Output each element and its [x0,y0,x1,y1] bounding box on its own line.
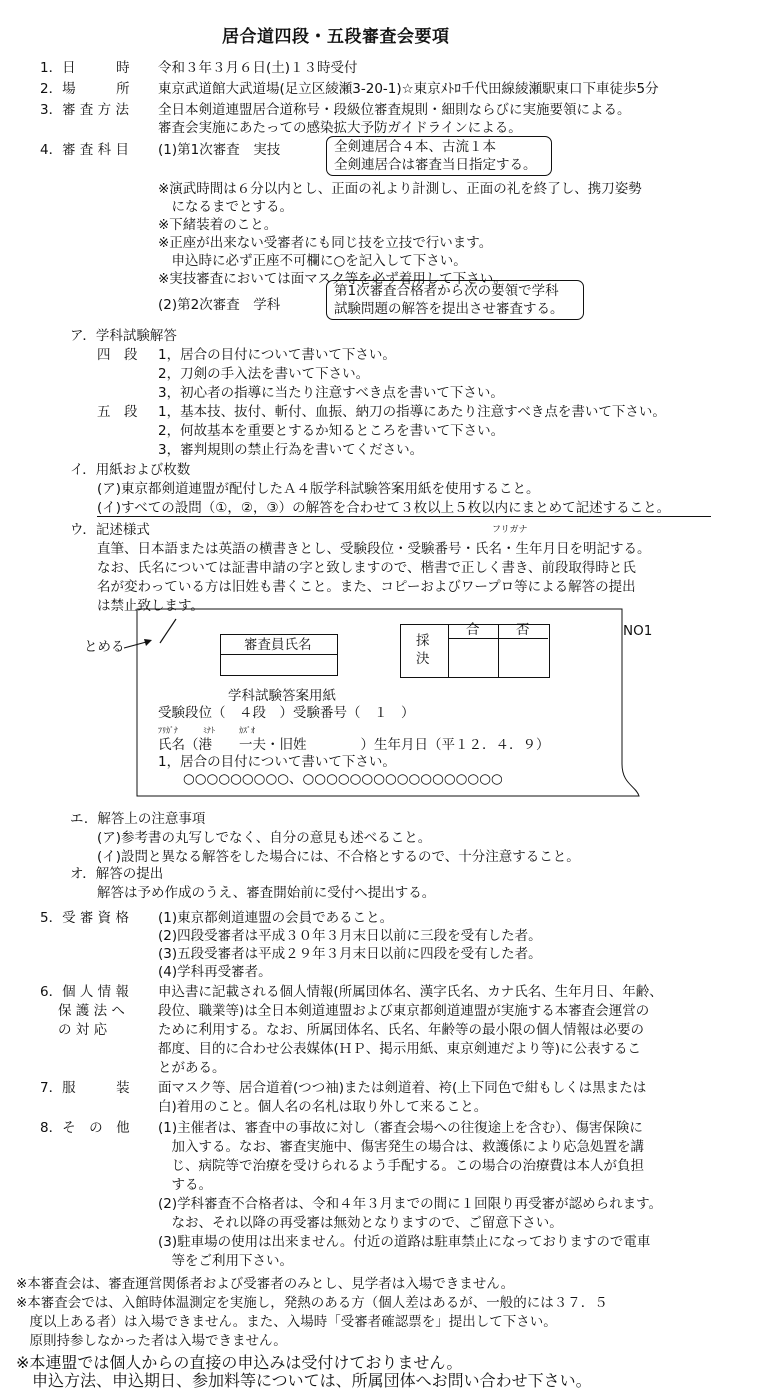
attire-label: 7．服 装 [40,1080,130,1096]
section-i-underline [97,516,711,517]
furigana-label: ﾌﾘｶﾞﾅ [158,726,178,735]
subject-note: ※下緒装着のこと。 [158,217,278,233]
privacy-line: ために利用する。なお、所属団体名、氏名、年齢等の最小限の個人情報は必要の [158,1022,644,1038]
other-line: 等をご利用下さい。 [158,1253,293,1269]
section-o-line: 解答は予め作成のうえ、審査開始前に受付へ提出する。 [97,885,436,901]
vote-label: 採 [416,633,430,649]
godan-label: 五 段 [97,404,138,420]
other-line: じ、病院等で治療を受けられるよう手配する。この場合の治療費は本人が負担 [158,1158,644,1174]
vote-divider [448,624,449,677]
eligibility-label: 5．受 審 資 格 [40,910,129,926]
privacy-label: の 対 応 [58,1022,108,1038]
yondan-question: 3，初心者の指導に当たり注意すべき点を書いて下さい。 [158,385,504,401]
item-method-line: 審査会実施にあたっての感染拡大予防ガイドラインによる。 [158,120,522,136]
godan-question: 2，何故基本を重要とするか知るところを書いて下さい。 [158,423,505,439]
answer-line: ○○○○○○○○○、○○○○○○○○○○○○○○○○○ [183,771,503,787]
section-a-heading: ア．学科試験解答 [70,328,177,344]
closing-note: 申込方法、申込期日、参加料等については、所属団体へお問い合わせ下さい。 [16,1371,592,1390]
subject-note: になるまでとする。 [158,199,293,215]
name-line: 氏名（港 一夫・旧姓 ）生年月日（平１２．４．９） [158,737,550,753]
privacy-line: 都度、目的に合わせ公表媒体(ＨＰ、掲示用紙、東京剣連だより等)に公表するこ [158,1041,642,1057]
section-u-line: なお、氏名については証書申請の字と致しますので、楷書で正しく書き、前段取得時と氏 [97,560,636,576]
section-o-heading: オ．解答の提出 [70,866,164,882]
section-e-line: (イ)設問と異なる解答をした場合には、不合格とするので、十分注意すること。 [97,849,580,865]
staple-label: とめる [84,639,125,655]
pass-label: 合 [466,622,480,638]
section-i-line: (ア)東京都剣道連盟が配付したＡ４版学科試験答案用紙を使用すること。 [97,481,540,497]
footnote: 原則持参しなかった者は入場できません。 [16,1333,287,1349]
closing-note: ※本連盟では個人からの直接の申込みは受付けておりません。 [16,1353,463,1372]
item-place-label: 2．場 所 [40,81,130,97]
section-u-heading: ウ．記述様式 [70,522,150,538]
footnote: 度以上ある者）は入場できません。また、入場時「受審者確認票を」提出して下さい。 [16,1314,557,1330]
first-exam-detail: 全剣連居合４本、古流１本 [334,139,496,155]
examiner-name-label: 審査員氏名 [244,637,312,653]
item-method-line: 全日本剣道連盟居合道称号・段級位審査規則・細則ならびに実施要領による。 [158,102,631,118]
subject-note: ※正座が出来ない受審者にも同じ技を立技で行います。 [158,235,493,251]
furigana-given: ｶｽﾞｵ [239,726,255,735]
godan-question: 1，基本技、抜付、斬付、血振、納刀の指導にあたり注意すべき点を書いて下さい。 [158,404,666,420]
eligibility-line: (1)東京都剣道連盟の会員であること。 [158,910,394,926]
first-exam-detail: 全剣連居合は審査当日指定する。 [334,157,537,173]
privacy-line: とがある。 [158,1060,226,1076]
section-u-line: 名が変わっている方は旧姓も書くこと。また、コピーおよびワープロ等による解答の提出 [97,579,636,595]
second-exam-label: (2)第2次審査 学科 [158,297,281,313]
vote-mid-divider [498,624,499,677]
other-line: (3)駐車場の使用は出来ません。付近の道路は駐車禁止になっておりますので電車 [158,1234,651,1250]
privacy-line: 段位、職業等)は全日本剣道連盟および東京都剣道連盟が実施する本審査会運営の [158,1003,650,1019]
section-e-heading: エ．解答上の注意事項 [70,811,206,827]
vote-head-divider [448,638,548,639]
subject-note: ※演武時間は６分以内とし、正面の礼より計測し、正面の礼を終了し、携刀姿勢 [158,181,642,197]
section-u-line: 直筆、日本語または英語の横書きとし、受験段位・受験番号・氏名・生年月日を明記する。 [97,541,651,557]
subject-note: ※実技審査においては面マスク等を必ず着用して下さい。 [158,271,507,287]
privacy-label: 保 護 法 へ [58,1003,125,1019]
attire-line: 面マスク等、居合道着(つつ袖)または剣道着、袴(上下同色で紺もしくは黒または [158,1080,647,1096]
yondan-question: 1，居合の目付について書いて下さい。 [158,347,396,363]
eligibility-line: (2)四段受審者は平成３０年３月末日以前に三段を受有した者。 [158,928,542,944]
footnote: ※本審査会は、審査運営関係者および受審者のみとし、見学者は入場できません。 [16,1276,515,1292]
second-exam-detail: 試験問題の解答を提出させ審査する。 [334,301,564,317]
section-i-line: (イ)すべての設問（①，②，③）の解答を合わせて３枚以上５枚以内にまとめて記述すること。 [97,500,671,516]
other-line: (1)主催者は、審査中の事故に対し（審査会場への往復途上を含む）、傷害保険に [158,1120,643,1136]
attire-line: 白)着用のこと。個人名の名札は取り外して来ること。 [158,1099,488,1115]
privacy-label: 6．個 人 情 報 [40,984,129,1000]
yondan-question: 2，刀剣の手入法を書いて下さい。 [158,366,370,382]
footnote: ※本審査会では、入館時体温測定を実施し，発熱のある方（個人差はあるが、一般的には３７．５ [16,1295,608,1311]
other-label: 8．そ の 他 [40,1120,130,1136]
item-date-text: 令和３年３月６日(土)１３時受付 [158,60,358,76]
fail-label: 否 [516,622,530,638]
other-line: (2)学科審査不合格者は、令和４年３月までの間に１回限り再受審が認められます。 [158,1196,663,1212]
item-method-label: 3．審 査 方 法 [40,102,129,118]
yondan-label: 四 段 [97,347,138,363]
examiner-name-divider [220,654,337,655]
eligibility-line: (3)五段受審者は平成２９年３月末日以前に四段を受有した者。 [158,946,542,962]
section-u-line: は禁止致します。 [97,598,204,614]
other-line: なお、それ以降の再受審は無効となりますので、ご留意下さい。 [158,1215,563,1231]
other-line: する。 [158,1177,212,1193]
sheet-title: 学科試験答案用紙 [228,688,336,704]
vote-label: 決 [416,651,430,667]
first-exam-label: (1)第1次審査 実技 [158,142,281,158]
godan-question: 3，審判規則の禁止行為を書いてください。 [158,442,424,458]
grade-line: 受験段位（ ４段 ）受験番号（ １ ） [158,705,415,721]
subject-note: 申込時に必ず正座不可欄に○を記入して下さい。 [158,253,467,269]
privacy-line: 申込書に記載される個人情報(所属団体名、漢字氏名、カナ氏名、生年月日、年齢、 [158,984,663,1000]
other-line: 加入する。なお、審査実施中、傷害発生の場合は、救護係により応急処置を講 [158,1139,644,1155]
item-subjects-label: 4．審 査 科 目 [40,142,129,158]
section-i-heading: イ．用紙および枚数 [70,462,191,478]
question-line: 1，居合の目付について書いて下さい。 [158,754,396,770]
item-place-text: 東京武道館大武道場(足立区綾瀬3-20-1)☆東京ﾒﾄﾛ千代田線綾瀬駅東口下車徒歩5分 [158,81,659,97]
item-date-label: 1．日 時 [40,60,130,76]
furigana-ruby: フリガナ [492,525,528,535]
page-number: NO1 [623,623,653,639]
furigana-surname: ﾐﾅﾄ [203,726,215,735]
eligibility-line: (4)学科再受審者。 [158,964,272,980]
page-title: 居合道四段・五段審査会要項 [222,27,450,47]
section-e-line: (ア)参考書の丸写しでなく、自分の意見も述べること。 [97,830,432,846]
second-exam-detail: 第1次審査合格者から次の要領で学科 [334,283,559,299]
